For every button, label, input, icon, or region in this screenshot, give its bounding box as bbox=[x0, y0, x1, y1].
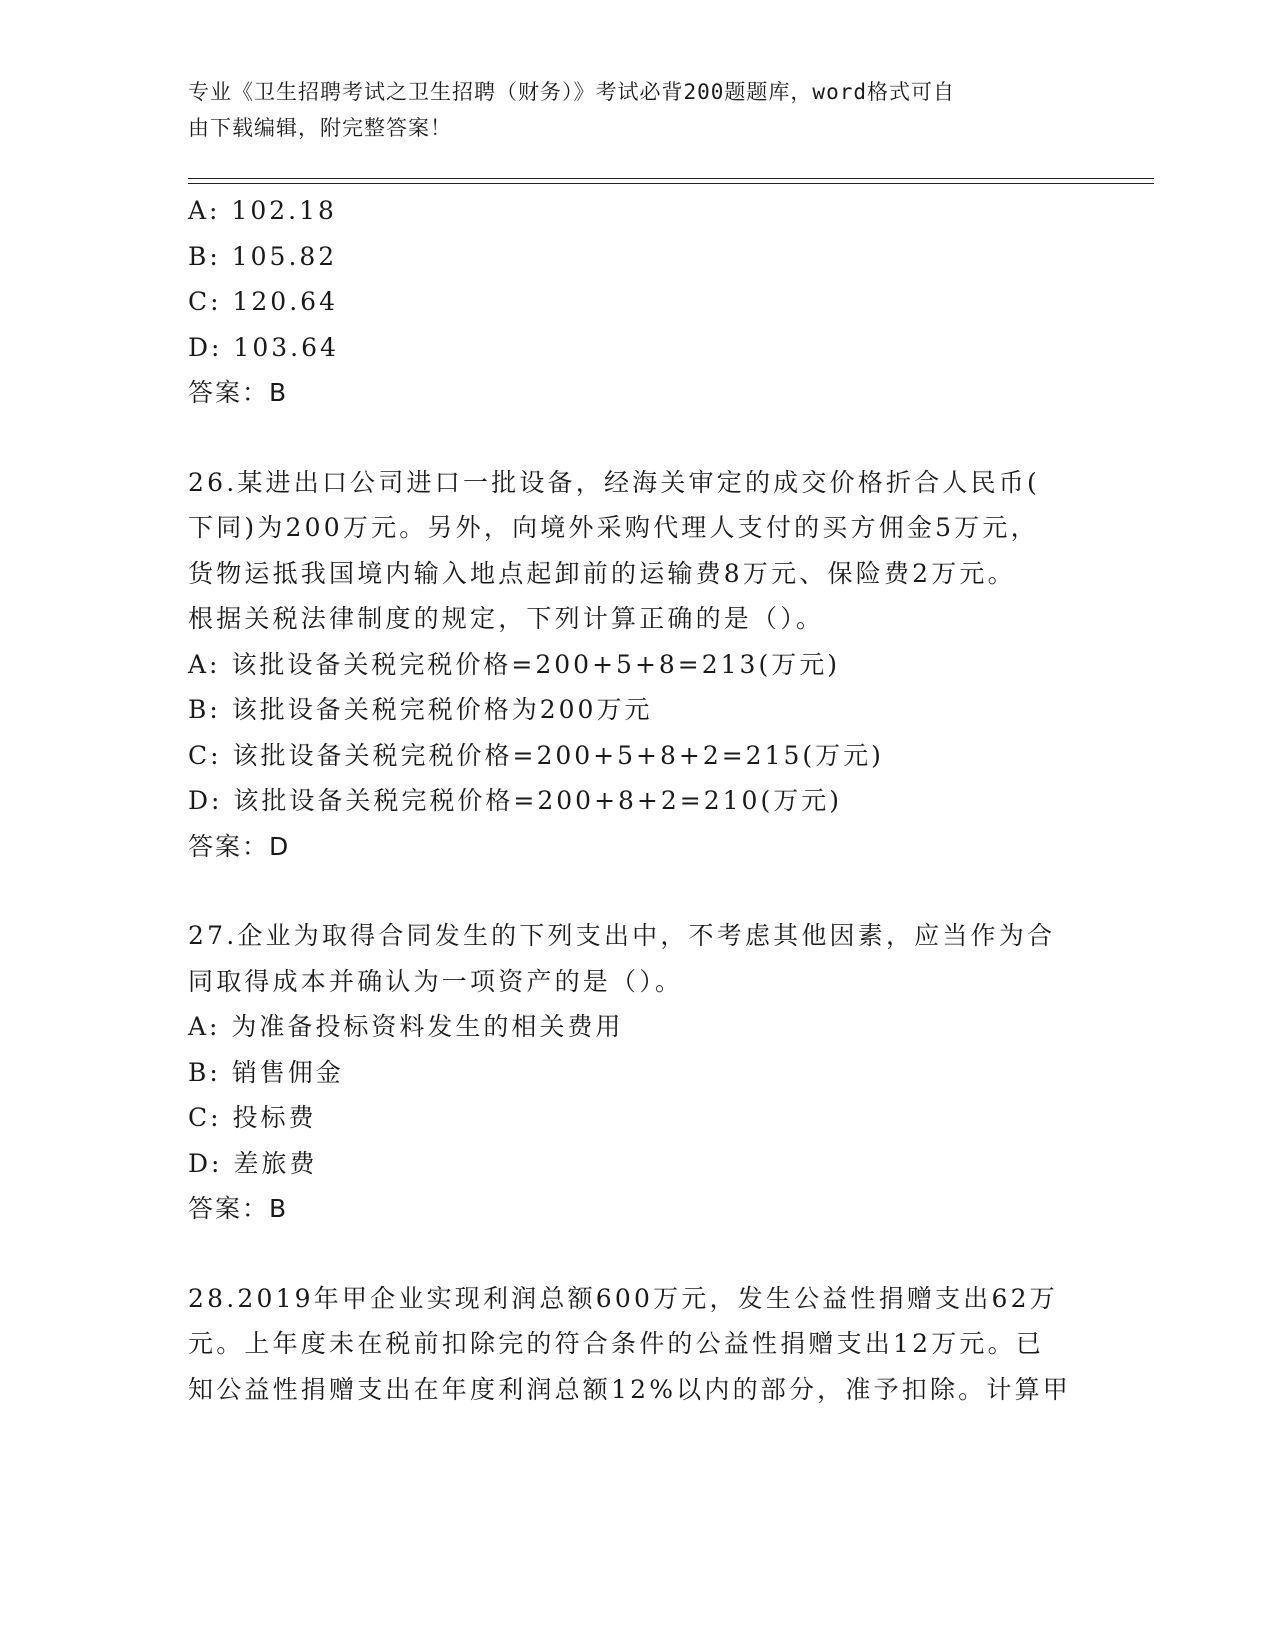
option-a: A: 102.18 bbox=[188, 196, 337, 225]
stem-line-4: 根据关税法律制度的规定，下列计算正确的是（）。 bbox=[188, 604, 825, 633]
question-stem bbox=[188, 913, 1088, 1004]
spacer bbox=[188, 416, 1088, 460]
header-divider-bottom bbox=[188, 183, 1154, 184]
stem-line-2: 下同)为200万元。另外，向境外采购代理人支付的买方佣金5万元， bbox=[188, 513, 1039, 542]
header-title-line-1: 专业《卫生招聘考试之卫生招聘（财务）》考试必背200题题库，word格式可自 bbox=[188, 80, 955, 104]
option-c: C: 投标费 bbox=[188, 1103, 317, 1132]
option-a: A: 为准备投标资料发生的相关费用 bbox=[188, 1012, 624, 1041]
stem-line-1: 28.2019年甲企业实现利润总额600万元，发生公益性捐赠支出62万 bbox=[188, 1283, 1058, 1313]
question-block-28 bbox=[188, 1276, 1088, 1413]
option-b: B: 该批设备关税完税价格为200万元 bbox=[188, 695, 653, 724]
question-stem bbox=[188, 460, 1088, 642]
spacer bbox=[188, 869, 1088, 913]
stem-line-3: 知公益性捐赠支出在年度利润总额12%以内的部分，准予扣除。计算甲 bbox=[188, 1374, 1071, 1404]
header-title-line-2: 由下载编辑，附完整答案！ bbox=[188, 116, 452, 140]
document-body bbox=[188, 188, 1088, 1412]
question-block-26 bbox=[188, 460, 1088, 870]
stem-line-2: 元。上年度未在税前扣除完的符合条件的公益性捐赠支出12万元。已 bbox=[188, 1329, 1045, 1358]
option-b: B: 销售佣金 bbox=[188, 1057, 344, 1087]
answer-line: 答案：D bbox=[188, 831, 291, 861]
option-b: B: 105.82 bbox=[188, 241, 338, 271]
option-c: C: 120.64 bbox=[188, 287, 338, 316]
option-d: D: 差旅费 bbox=[188, 1148, 318, 1178]
header-divider-top bbox=[188, 178, 1154, 179]
stem-line-2: 同取得成本并确认为一项资产的是（）。 bbox=[188, 966, 684, 996]
question-stem bbox=[188, 1276, 1088, 1413]
stem-line-3: 货物运抵我国境内输入地点起卸前的运输费8万元、保险费2万元。 bbox=[188, 558, 1016, 588]
spacer bbox=[188, 1232, 1088, 1276]
question-block-27 bbox=[188, 913, 1088, 1232]
option-d: D: 103.64 bbox=[188, 332, 339, 362]
page-header bbox=[188, 74, 1088, 146]
stem-line-1: 26.某进出口公司进口一批设备，经海关审定的成交价格折合人民币( bbox=[188, 467, 1040, 497]
answer-line: 答案：B bbox=[188, 1194, 289, 1223]
option-a: A: 该批设备关税完税价格=200+5+8=213(万元) bbox=[188, 649, 840, 679]
question-block-prev bbox=[188, 188, 1088, 416]
option-c: C: 该批设备关税完税价格=200+5+8+2=215(万元) bbox=[188, 740, 884, 770]
answer-line: 答案：B bbox=[188, 378, 289, 407]
option-d: D: 该批设备关税完税价格=200+8+2=210(万元) bbox=[188, 786, 842, 815]
stem-line-1: 27.企业为取得合同发生的下列支出中，不考虑其他因素，应当作为合 bbox=[188, 921, 1056, 950]
